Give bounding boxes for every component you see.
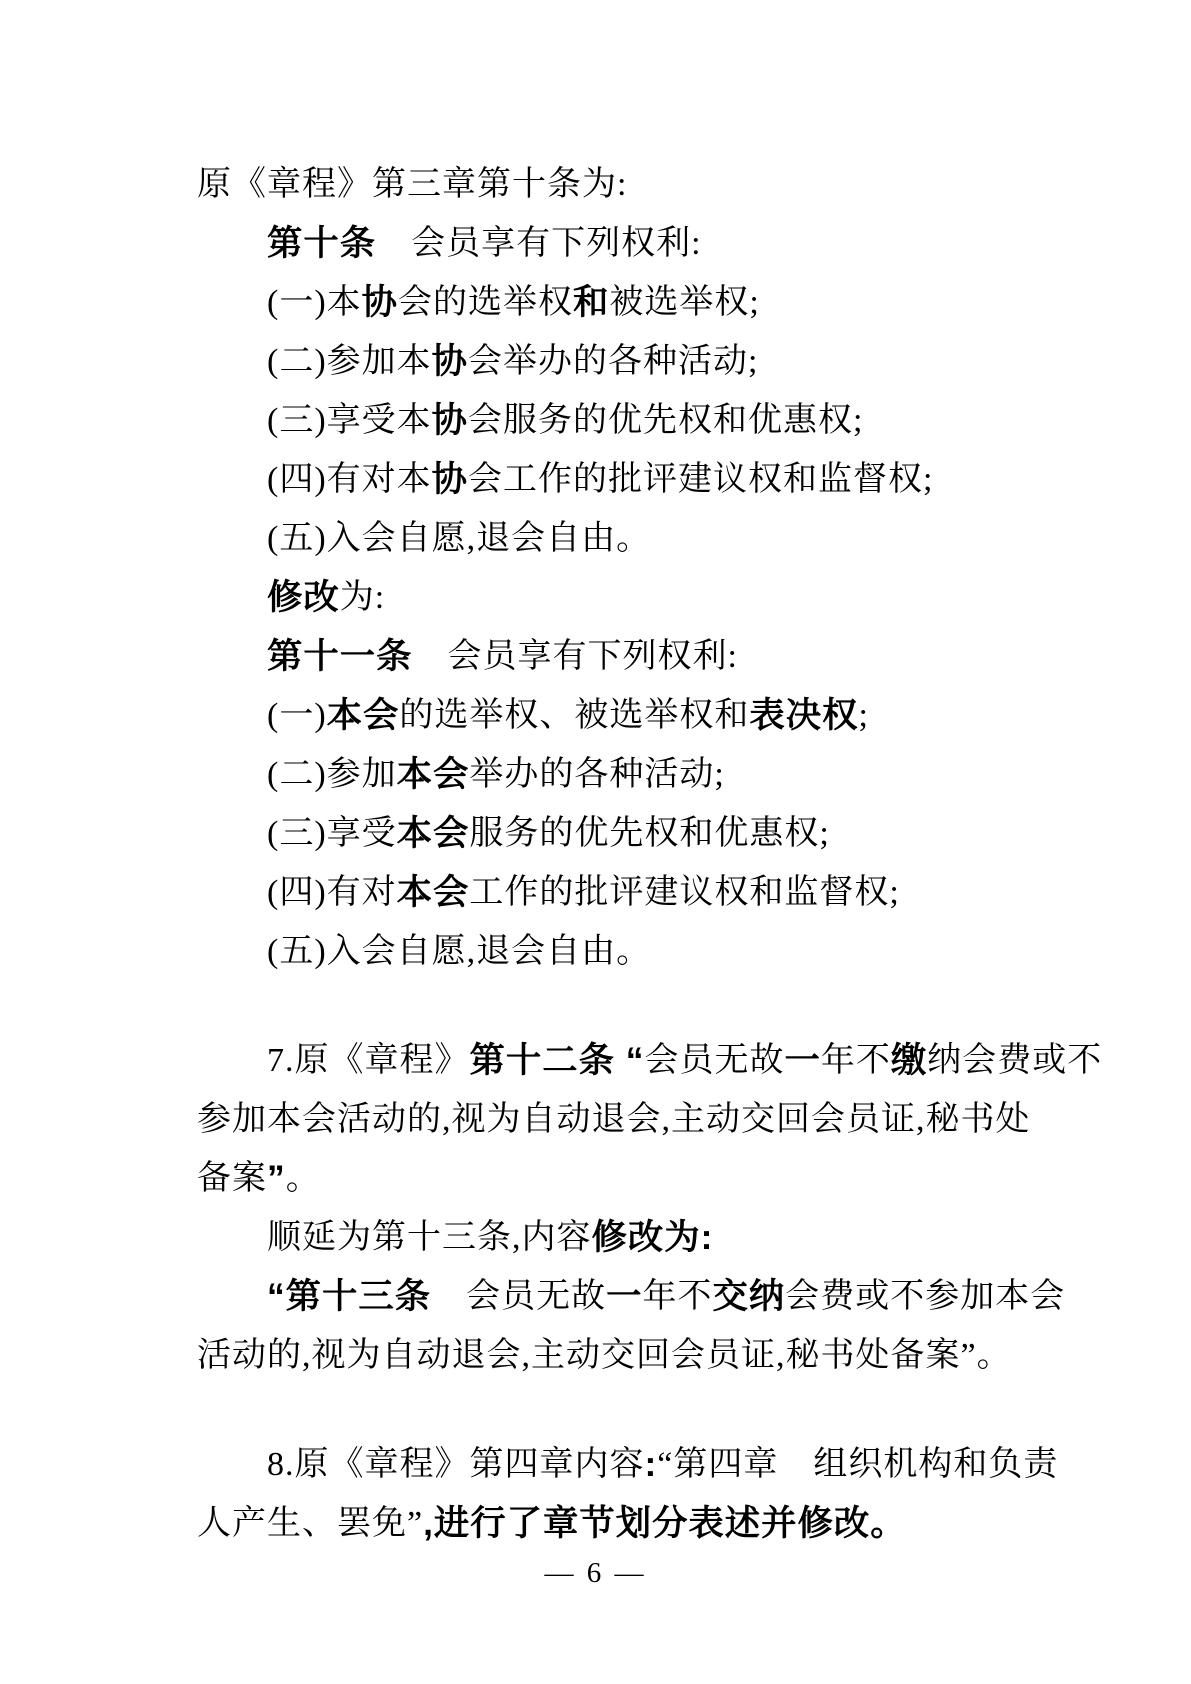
bold-text-run: 本会 [396,872,470,912]
amendment-7-line-2 [197,1090,1057,1149]
bold-text-run: 表决权 [749,695,859,735]
bold-text-run: 第十条 [267,223,377,263]
article-10-item-5 [197,509,1057,568]
text-run: 会员享有下列权利: [412,637,738,675]
bold-text-run: 本会 [326,695,400,735]
text-run: 举办的各种活动; [469,755,725,793]
text-run: (五)入会自愿,退会自由。 [267,932,652,970]
bold-text-run: ,进行了章节划分表述并修改。 [423,1503,907,1543]
article-10-section [197,155,1057,981]
article-11-item-5 [197,922,1057,981]
text-run: 年不 [642,1277,713,1315]
text-run: 的选举权、被选举权和 [399,696,750,734]
bold-text-run: : [644,1444,658,1484]
bold-text-run: 修改 [267,577,340,617]
text-run: 7.原《章程》 [267,1041,470,1079]
text-run: 原《章程》第三章第十条为: [197,165,628,203]
article-10-item-4 [197,450,1057,509]
text-run: 被选举权; [609,283,760,321]
text-run: (四)有对本 [267,460,432,498]
amendment-8-line-1 [197,1435,1057,1494]
article-13-line-1 [197,1267,1066,1326]
text-run: 会工作的批评建议权和监督权; [468,460,934,498]
text-run: 会的选举权 [398,283,574,321]
text-run: 纳会费或不 [927,1041,1103,1079]
bold-text-run: 和 [573,282,610,322]
text-run: 。 [285,1159,321,1197]
amendment-8-line-2 [197,1494,1057,1553]
bold-text-run: “第十三条 [267,1276,432,1316]
intro-line [197,155,1057,214]
text-run: 会员无故 [644,1041,785,1079]
text-run: ; [858,696,869,734]
text-run: (三)享受本 [267,401,432,439]
bold-text-run: 第十一条 [267,636,413,676]
text-run: (四)有对 [267,873,397,911]
text-run: 会服务的优先权和优惠权; [468,401,864,439]
text-run: 备案 [197,1159,267,1197]
text-run: 为: [339,578,386,616]
bold-text-run: 一 [606,1276,643,1316]
text-run: 活动的,视为自动退会,主动交回会员证,秘书处备案”。 [197,1336,1012,1374]
amendment-7-section [197,1031,1103,1385]
amendment-7-renumber [197,1208,1057,1267]
amendment-7-line-3 [197,1149,1057,1208]
bold-text-run: 本会 [396,754,470,794]
article-11-item-1 [197,686,1057,745]
text-run: (一)本 [267,283,362,321]
article-10-item-1 [197,273,1057,332]
article-11-item-3 [197,804,1057,863]
bold-text-run: 本会 [396,813,470,853]
bold-text-run: 交纳 [712,1276,786,1316]
text-run: 会员无故 [431,1277,607,1315]
bold-text-run: 协 [361,282,399,322]
text-run: 8.原《章程》第四章内容 [267,1445,645,1483]
text-run: 会员享有下列权利: [376,224,702,262]
revision-label [197,568,1057,627]
article-10-item-2 [197,332,1057,391]
bold-text-run: 协 [431,459,469,499]
amendment-7-line-1 [197,1031,1103,1090]
bold-text-run: 缴 [890,1040,928,1080]
page-number: — 6 — [544,1556,647,1589]
amendment-8-section [197,1435,1057,1553]
text-run: 会费或不参加本会 [785,1277,1066,1315]
article-11-item-4 [197,863,1057,922]
article-10-heading [197,214,1057,273]
article-11-item-2 [197,745,1057,804]
text-run: 顺延为第十三条,内容 [267,1218,592,1256]
text-run: 会举办的各种活动; [468,342,759,380]
text-run: (一) [267,696,327,734]
article-11-heading [197,627,1057,686]
text-run: 年不 [820,1041,891,1079]
article-10-item-3 [197,391,1057,450]
text-run: (二)参加 [267,755,397,793]
text-run: (三)享受 [267,814,397,852]
text-run: 工作的批评建议权和监督权; [469,873,900,911]
text-run: 人产生、罢免” [197,1504,424,1542]
bold-text-run: 协 [431,400,469,440]
bold-text-run: 第十二条 “ [469,1040,645,1080]
text-run: (五)入会自愿,退会自由。 [267,519,652,557]
article-13-line-2 [197,1326,1057,1385]
bold-text-run: ” [267,1158,286,1198]
text-run: “第四章 组织机构和负责 [657,1445,1059,1483]
bold-text-run: 修改为: [591,1217,714,1257]
document-body [197,155,1103,1553]
text-run: 服务的优先权和优惠权; [469,814,830,852]
text-run: (二)参加本 [267,342,432,380]
text-run: 参加本会活动的,视为自动退会,主动交回会员证,秘书处 [197,1100,1031,1138]
bold-text-run: 协 [431,341,469,381]
bold-text-run: 一 [784,1040,821,1080]
